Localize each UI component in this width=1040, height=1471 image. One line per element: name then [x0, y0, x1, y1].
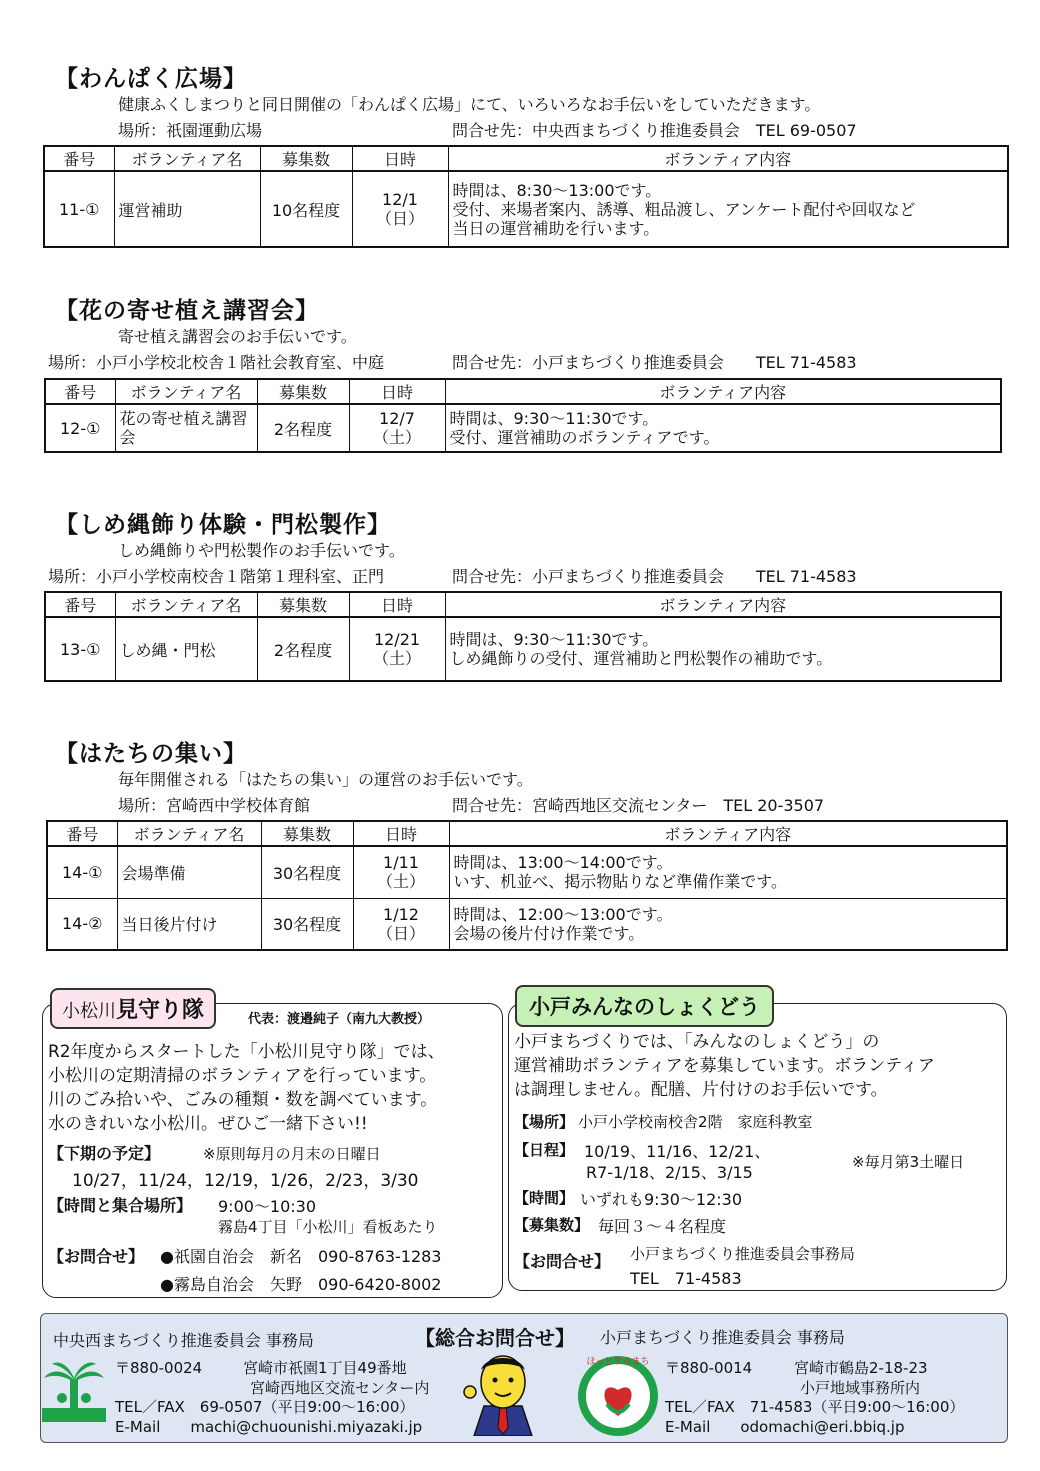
row-content-line: 時間は、9:30～11:30です。: [449, 409, 659, 428]
date-note: ※毎月第3土曜日: [852, 1153, 965, 1171]
komatsugawa-representative: 代表：渡邉純子（南九大教授）: [248, 1012, 431, 1027]
footer-left-tel: TEL／FAX 69-0507（平日9:00～16:00）: [115, 1398, 415, 1416]
row-content-line: いす、机並べ、掲示物貼りなど準備作業です。: [453, 872, 787, 892]
schedule-note: ※原則毎月の月末の日曜日: [203, 1145, 381, 1163]
body-line: 運営補助ボランティアを募集しています。ボランティア: [514, 1056, 935, 1076]
row-count: 2名程度: [257, 404, 349, 452]
komatsugawa-tag-bold: 見守り隊: [116, 998, 205, 1023]
row-content-line: 時間は、13:00～14:00です。: [453, 853, 673, 873]
col-header-date: 日時: [352, 146, 448, 171]
row-content-line: 受付、来場者案内、誘導、粗品渡し、アンケート配付や回収など: [452, 199, 916, 219]
row-day: （土）: [372, 428, 421, 447]
time-label: 【時間と集合場所】: [48, 1196, 193, 1215]
row-date: [352, 171, 448, 247]
section-title: 【はたちの集い】: [55, 741, 247, 767]
contact-line: 小戸まちづくり推進委員会事務局: [630, 1245, 855, 1263]
section-intro: 健康ふくしまつりと同日開催の「わんぱく広場」にて、いろいろなお手伝いをしていただきます。: [118, 95, 821, 114]
row-content-line: しめ縄飾りの受付、運営補助と門松製作の補助です。: [449, 649, 833, 668]
section-contact: 問合せ先：小戸まちづくり推進委員会 TEL 71-4583: [452, 567, 857, 586]
row-content-line: 時間は、9:30～11:30です。: [449, 630, 659, 649]
place-value: 霧島4丁目「小松川」看板あたり: [218, 1218, 438, 1236]
row-name: 運営補助: [114, 171, 260, 247]
table-row: [45, 404, 1001, 452]
shokudo-body: [514, 1030, 935, 1102]
footer-right-address: 宮崎市鶴島2-18-23: [794, 1359, 928, 1377]
row-number: 12-①: [45, 404, 115, 452]
count-value: 毎回３～４名程度: [598, 1217, 727, 1236]
table-row: [47, 898, 1007, 950]
row-count: 30名程度: [261, 898, 353, 950]
col-header-name: ボランティア名: [115, 379, 257, 404]
col-header-name: ボランティア名: [115, 592, 257, 617]
row-date: [353, 898, 449, 950]
section-title: 【花の寄せ植え講習会】: [55, 298, 319, 324]
section-title: 【しめ縄飾り体験・門松製作】: [55, 512, 391, 538]
logo-text: ほっとするまち: [586, 1357, 650, 1367]
row-content-line: 受付、運営補助のボランティアです。: [449, 428, 720, 447]
col-header-count: 募集数: [257, 379, 349, 404]
row-date-value: 1/12: [383, 904, 419, 924]
section-location: 場所：宮崎西中学校体育館: [118, 796, 311, 815]
volunteer-table: [46, 820, 1008, 951]
schedule-label: 【下期の予定】: [48, 1144, 161, 1163]
col-header-date: 日時: [349, 592, 445, 617]
footer-left-zip: 〒880-0024: [115, 1359, 203, 1377]
col-header-date: 日時: [353, 821, 449, 846]
row-number: 14-①: [47, 846, 117, 898]
section-title: 【わんぱく広場】: [55, 66, 247, 92]
footer-left-org: 中央西まちづくり推進委員会 事務局: [53, 1331, 314, 1350]
row-day: （日）: [376, 923, 425, 943]
row-content-line: 時間は、8:30～13:00です。: [452, 180, 662, 200]
footer-right-email: E-Mail odomachi@eri.bbiq.jp: [665, 1418, 905, 1436]
col-header-number: 番号: [44, 146, 114, 171]
section-contact: 問合せ先：中央西まちづくり推進委員会 TEL 69-0507: [452, 121, 857, 140]
section-intro: 寄せ植え講習会のお手伝いです。: [118, 327, 357, 346]
row-day: （日）: [375, 209, 424, 228]
date-value: 10/19、11/16、12/21、: [584, 1142, 771, 1161]
place-value: 小戸小学校南校舎2階 家庭科教室: [578, 1113, 813, 1131]
volunteer-table: [44, 591, 1002, 682]
table-header-row: [45, 592, 1001, 617]
body-line: 小戸まちづくりでは、「みんなのしょくどう」の: [514, 1032, 880, 1052]
contact-label: 【お問合せ】: [514, 1252, 611, 1271]
body-line: 小松川の定期清掃のボランティアを行っています。: [48, 1066, 437, 1086]
footer-center-title: 【総合お問合せ】: [415, 1326, 575, 1350]
row-name: しめ縄・門松: [115, 617, 257, 681]
section-intro: しめ縄飾りや門松製作のお手伝いです。: [118, 541, 405, 560]
contact-line: ●祇園自治会 新名 090-8763-1283: [160, 1247, 442, 1266]
row-date: [349, 617, 445, 681]
volunteer-table: [43, 145, 1009, 248]
row-name: 花の寄せ植え講習会: [115, 404, 257, 452]
footer-left-address2: 宮崎西地区交流センター内: [250, 1379, 430, 1397]
shokudo-tag: 小戸みんなのしょくどう: [515, 985, 774, 1027]
row-content-line: 当日の運営補助を行います。: [452, 218, 660, 238]
row-content-line: 会場の後片付け作業です。: [453, 923, 645, 943]
komatsugawa-tag: [50, 988, 216, 1029]
row-date-value: 12/1: [382, 190, 418, 209]
section-location: 場所：祇園運動広場: [118, 121, 263, 140]
body-line: R2年度からスタートした「小松川見守り隊」では、: [48, 1042, 445, 1062]
time-label: 【時間】: [514, 1189, 575, 1207]
col-header-content: ボランティア内容: [448, 146, 1008, 171]
col-header-content: ボランティア内容: [445, 592, 1001, 617]
section-intro: 毎年開催される「はたちの集い」の運営のお手伝いです。: [118, 770, 533, 789]
footer-left-email: E-Mail machi@chuounishi.miyazaki.jp: [115, 1418, 423, 1436]
section-location: 場所：小戸小学校南校舎１階第１理科室、正門: [48, 567, 385, 586]
col-header-name: ボランティア名: [117, 821, 261, 846]
count-label: 【募集数】: [514, 1216, 590, 1234]
row-content: [448, 171, 1008, 247]
section-contact: 問合せ先：小戸まちづくり推進委員会 TEL 71-4583: [452, 353, 857, 372]
row-count: 30名程度: [261, 846, 353, 898]
col-header-name: ボランティア名: [114, 146, 260, 171]
section-contact: 問合せ先：宮崎西地区交流センター TEL 20-3507: [452, 796, 825, 815]
row-number: 13-①: [45, 617, 115, 681]
row-day: （土）: [376, 872, 425, 892]
row-content: [445, 404, 1001, 452]
row-name: 会場準備: [117, 846, 261, 898]
contact-label: 【お問合せ】: [48, 1247, 145, 1266]
volunteer-table: [44, 378, 1002, 453]
col-header-date: 日時: [349, 379, 445, 404]
row-name: 当日後片付け: [117, 898, 261, 950]
col-header-count: 募集数: [261, 821, 353, 846]
row-count: 10名程度: [260, 171, 352, 247]
table-header-row: [47, 821, 1007, 846]
footer-right-org: 小戸まちづくり推進委員会 事務局: [600, 1328, 845, 1347]
footer-right-zip: 〒880-0014: [665, 1359, 753, 1377]
footer-right-address2: 小戸地域事務所内: [800, 1379, 921, 1397]
row-day: （土）: [372, 649, 421, 668]
komatsugawa-tag-prefix: 小松川: [62, 1001, 116, 1022]
footer-right-tel: TEL／FAX 71-4583（平日9:00～16:00）: [665, 1398, 965, 1416]
contact-line: ●霧島自治会 矢野 090-6420-8002: [160, 1275, 442, 1294]
date-value: R7-1/18、2/15、3/15: [586, 1163, 753, 1182]
col-header-number: 番号: [45, 592, 115, 617]
footer-left-address: 宮崎市祇園1丁目49番地: [243, 1359, 407, 1377]
hotto-suru-machi-logo-icon: [577, 1354, 659, 1436]
row-number: 11-①: [44, 171, 114, 247]
mascot-character-icon: [462, 1348, 544, 1436]
body-line: 水のきれいな小松川。ぜひご一緒下さい!!: [48, 1114, 368, 1134]
time-value: いずれも9:30～12:30: [580, 1190, 743, 1209]
row-date-value: 12/7: [379, 409, 415, 428]
col-header-number: 番号: [47, 821, 117, 846]
schedule-dates: 10/27，11/24，12/19，1/26，2/23，3/30: [72, 1171, 419, 1191]
row-count: 2名程度: [257, 617, 349, 681]
col-header-count: 募集数: [257, 592, 349, 617]
table-row: [47, 846, 1007, 898]
row-date-value: 12/21: [373, 630, 421, 649]
table-row: [44, 171, 1008, 247]
table-header-row: [44, 146, 1008, 171]
row-date-value: 1/11: [383, 853, 419, 873]
row-content: [445, 617, 1001, 681]
col-header-content: ボランティア内容: [449, 821, 1007, 846]
row-content-line: 時間は、12:00～13:00です。: [453, 904, 673, 924]
date-label: 【日程】: [514, 1141, 575, 1159]
col-header-number: 番号: [45, 379, 115, 404]
section-location: 場所：小戸小学校北校舎１階社会教育室、中庭: [48, 353, 385, 372]
contact-line: TEL 71-4583: [630, 1269, 742, 1288]
place-label: 【場所】: [514, 1113, 575, 1131]
body-line: は調理しません。配膳、片付けのお手伝いです。: [514, 1080, 888, 1100]
table-row: [45, 617, 1001, 681]
table-header-row: [45, 379, 1001, 404]
row-content: [449, 898, 1007, 950]
komatsugawa-body: [48, 1040, 445, 1136]
col-header-content: ボランティア内容: [445, 379, 1001, 404]
row-date: [353, 846, 449, 898]
time-value: 9:00～10:30: [218, 1197, 317, 1216]
row-content: [449, 846, 1007, 898]
col-header-count: 募集数: [260, 146, 352, 171]
palm-tree-logo-icon: [42, 1358, 106, 1426]
row-date: [349, 404, 445, 452]
row-number: 14-②: [47, 898, 117, 950]
body-line: 川のごみ拾いや、ごみの種類・数を調べています。: [48, 1090, 438, 1110]
